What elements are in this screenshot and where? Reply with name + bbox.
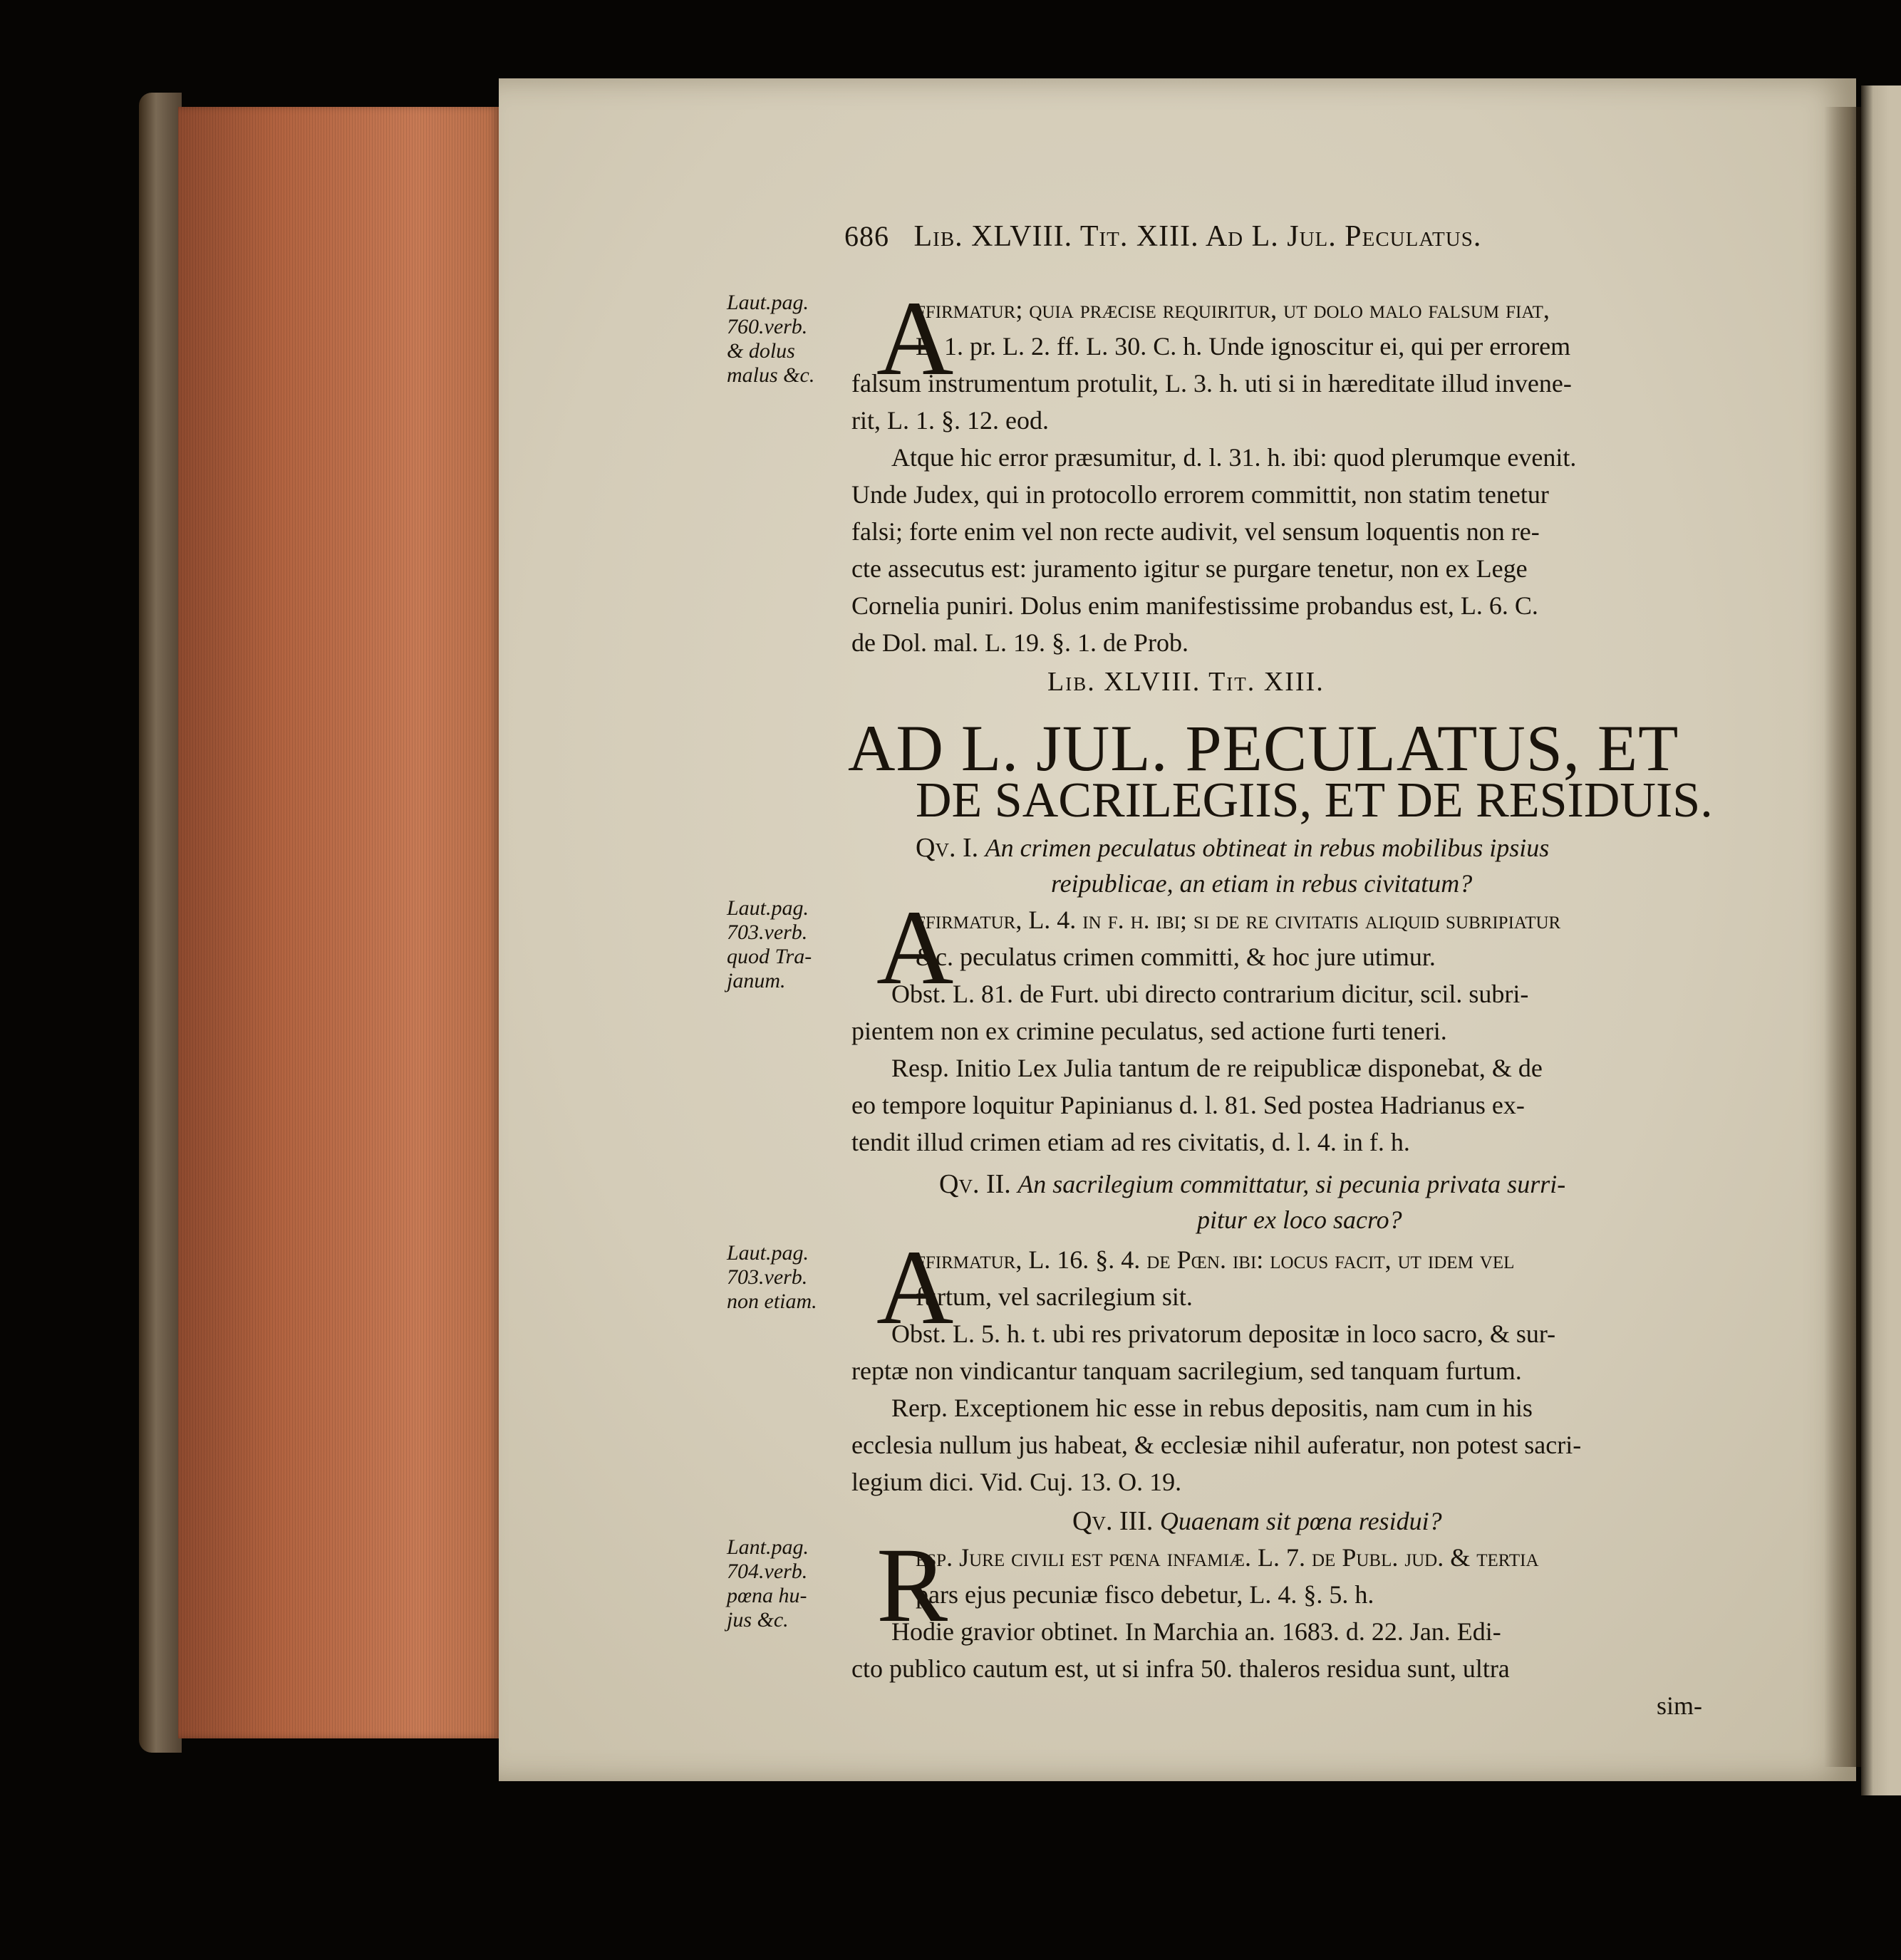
drop-cap: R xyxy=(876,1526,948,1644)
text-line: rit, L. 1. §. 12. eod. xyxy=(851,406,1049,435)
question-2 xyxy=(939,1166,1565,1202)
text-line: tendit illud crimen etiam ad res civitatis, d. l. 4. in f. h. xyxy=(851,1128,1410,1156)
text-line: L. 1. pr. L. 2. ff. L. 30. C. h. Unde ignoscitur ei, qui per errorem xyxy=(916,332,1571,361)
text-line: falsi; forte enim vel non recte audivit, vel sensum loquentis non re- xyxy=(851,517,1540,546)
question-text: An sacrilegium committatur, si pecunia privata surri- xyxy=(1017,1170,1566,1198)
text-line: Rerp. Exceptionem hic esse in rebus depositis, nam cum in his xyxy=(891,1394,1533,1422)
answer-1 xyxy=(851,888,1561,1161)
margin-note-line: 703.verb. xyxy=(727,1265,808,1289)
question-label: Qv. I. xyxy=(916,833,979,863)
text-line: reptæ non vindicantur tanquam sacrilegium, sed tanquam furtum. xyxy=(851,1357,1522,1385)
question-1 xyxy=(916,830,1549,866)
margin-note-line: janum. xyxy=(727,969,786,992)
margin-note-line: & dolus xyxy=(727,339,795,363)
text-line: falsum instrumentum protulit, L. 3. h. uti si in hæreditate illud invene- xyxy=(851,369,1572,398)
running-head-text: Lib. XLVIII. Tit. XIII. Ad L. Jul. Peculatus. xyxy=(913,220,1482,253)
drop-cap: A xyxy=(876,888,954,1007)
text-line: Obst. L. 5. h. t. ubi res privatorum depositæ in loco sacro, & sur- xyxy=(891,1319,1556,1348)
margin-note-line: jus &c. xyxy=(727,1608,789,1632)
section-subtitle: DE SACRILEGIIS, ET DE RESIDUIS. xyxy=(916,773,1713,828)
margin-note-line: Lant.pag. xyxy=(727,1535,809,1559)
section-label: Lib. XLVIII. Tit. XIII. xyxy=(1047,667,1325,697)
question-2-cont xyxy=(1197,1202,1402,1238)
text-line: eo tempore loquitur Papinianus d. l. 81. Sed postea Hadrianus ex- xyxy=(851,1091,1525,1119)
question-text: An crimen peculatus obtineat in rebus mobilibus ipsius xyxy=(985,834,1550,862)
text-line: cto publico cautum est, ut si infra 50. thaleros residua sunt, ultra xyxy=(851,1654,1510,1683)
text-line: furtum, vel sacrilegium sit. xyxy=(916,1282,1193,1311)
text-line: Obst. L. 81. de Furt. ubi directo contrarium dicitur, scil. subri- xyxy=(891,980,1529,1008)
question-text: pitur ex loco sacro? xyxy=(1197,1205,1402,1234)
text-line: &c. peculatus crimen committi, & hoc jure utimur. xyxy=(916,943,1436,971)
text-line: de Dol. mal. L. 19. §. 1. de Prob. xyxy=(851,628,1188,657)
text-line: pars ejus pecuniæ fisco debetur, L. 4. §. 5. h. xyxy=(916,1580,1374,1609)
text-line: esp. Jure civili est pœna infamiæ. L. 7. de Publ. jud. & tertia xyxy=(916,1543,1539,1572)
question-label: Qv. II. xyxy=(939,1169,1011,1199)
text-line: cte assecutus est: juramento igitur se purgare tenetur, non ex Lege xyxy=(851,554,1528,583)
text-line: ffirmatur; quia præcise requiritur, ut dolo malo falsum fiat, xyxy=(916,295,1550,323)
margin-note-3 xyxy=(727,1241,859,1314)
facing-page-edge xyxy=(1861,85,1901,1795)
margin-note-line: Laut.pag. xyxy=(727,291,809,314)
answer-3 xyxy=(851,1526,1703,1724)
text-line: ffirmatur, L. 4. in f. h. ibi; si de re civitatis aliquid subripiatur xyxy=(916,906,1561,934)
text-line: Hodie gravior obtinet. In Marchia an. 1683. d. 22. Jan. Edi- xyxy=(891,1617,1501,1646)
question-text: reipublicae, an etiam in rebus civitatum? xyxy=(1051,869,1473,898)
margin-note-1 xyxy=(727,291,859,388)
margin-note-2 xyxy=(727,896,859,993)
drop-cap: A xyxy=(876,279,954,398)
text-line: pientem non ex crimine peculatus, sed actione furti teneri. xyxy=(851,1017,1447,1045)
margin-note-line: Laut.pag. xyxy=(727,1241,809,1265)
book-spine xyxy=(139,93,182,1753)
margin-note-line: quod Tra- xyxy=(727,945,812,968)
drop-cap: A xyxy=(876,1228,954,1347)
question-label: Qv. III. xyxy=(1072,1506,1154,1536)
paragraph-1 xyxy=(851,279,1577,661)
catchword: sim- xyxy=(1657,1691,1703,1720)
question-1-cont xyxy=(1051,866,1472,901)
text-line: ffirmatur, L. 16. §. 4. de Pœn. ibi: locus facit, ut idem vel xyxy=(916,1245,1515,1274)
text-line: Cornelia puniri. Dolus enim manifestissime probandus est, L. 6. C. xyxy=(851,591,1538,620)
text-line: Resp. Initio Lex Julia tantum de re reipublicæ disponebat, & de xyxy=(891,1054,1543,1082)
answer-2 xyxy=(851,1228,1582,1500)
margin-note-line: 703.verb. xyxy=(727,921,808,944)
margin-note-line: 704.verb. xyxy=(727,1560,808,1583)
margin-note-line: Laut.pag. xyxy=(727,896,809,920)
margin-note-line: 760.verb. xyxy=(727,315,808,338)
text-line: ecclesia nullum jus habeat, & ecclesiæ nihil auferatur, non potest sacri- xyxy=(851,1431,1582,1459)
page-number: 686 xyxy=(844,220,889,252)
text-line: legium dici. Vid. Cuj. 13. O. 19. xyxy=(851,1468,1182,1496)
question-text: Quaenam sit pœna residui? xyxy=(1159,1507,1442,1535)
text-line: Atque hic error præsumitur, d. l. 31. h. ibi: quod plerumque evenit. xyxy=(891,443,1577,472)
margin-note-line: malus &c. xyxy=(727,363,815,387)
margin-note-line: pœna hu- xyxy=(727,1584,807,1607)
gutter-shadow xyxy=(1824,107,1867,1767)
margin-note-4 xyxy=(727,1535,859,1632)
question-3 xyxy=(1072,1503,1442,1539)
text-line: Unde Judex, qui in protocollo errorem committit, non statim tenetur xyxy=(851,480,1549,509)
section-title: AD L. JUL. PECULATUS, ET xyxy=(848,712,1679,784)
page-edges xyxy=(178,107,499,1738)
running-head xyxy=(844,219,1628,254)
margin-note-line: non etiam. xyxy=(727,1290,817,1313)
